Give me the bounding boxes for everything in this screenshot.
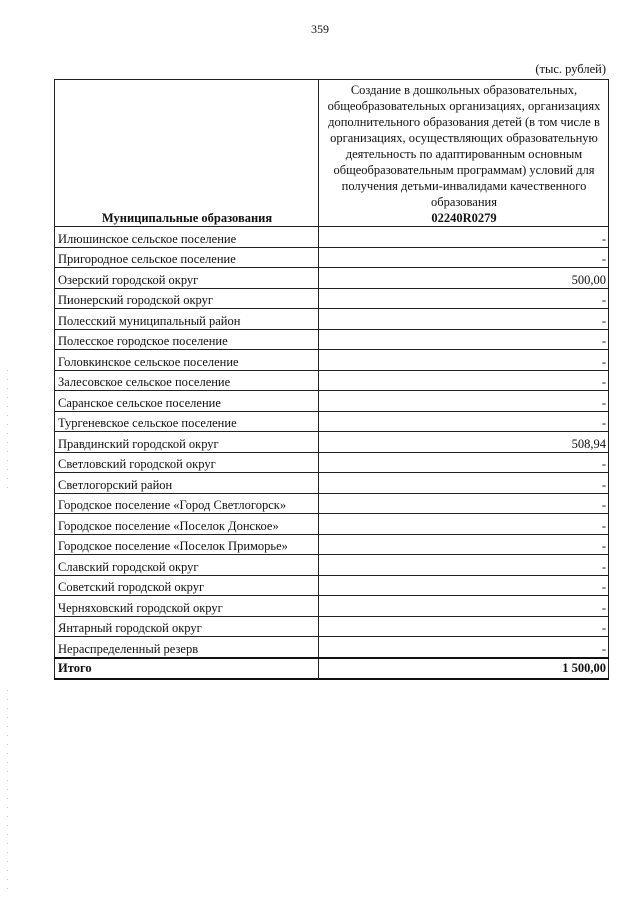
scan-margin-marks [7, 370, 8, 490]
municipality-name: Полесский муниципальный район [55, 309, 319, 330]
municipality-name: Правдинский городской округ [55, 432, 319, 453]
table-body [55, 227, 609, 658]
table-row [55, 514, 609, 535]
allocation-value: - [319, 534, 609, 555]
column-header-municipalities: Муниципальные образования [55, 80, 319, 227]
municipality-name: Городское поселение «Поселок Донское» [55, 514, 319, 535]
units-label: (тыс. рублей) [535, 62, 606, 76]
allocation-value: - [319, 309, 609, 330]
table-row [55, 391, 609, 412]
municipality-name: Светловский городской округ [55, 452, 319, 473]
table-row [55, 596, 609, 617]
table-row [55, 575, 609, 596]
total-label: Итого [55, 658, 319, 679]
column-header-allocation [319, 80, 609, 227]
municipality-name: Пионерский городской округ [55, 288, 319, 309]
table-row [55, 268, 609, 289]
table-row [55, 247, 609, 268]
allocation-value: - [319, 288, 609, 309]
allocation-table [54, 79, 609, 680]
column-header-allocation-text: Создание в дошкольных образовательных, общеобразовательных организациях, организациях дополнительного образования детей (в том числе в организациях, осуществляющих образовательную деятельность по адаптированным основным общеобразовательным программам) условий для получения детьми-инвалидами качественного образования [327, 83, 601, 209]
table-row [55, 616, 609, 637]
municipality-name: Пригородное сельское поселение [55, 247, 319, 268]
table-row [55, 493, 609, 514]
table-header-row [55, 80, 609, 227]
total-value: 1 500,00 [319, 658, 609, 679]
allocation-value: 500,00 [319, 268, 609, 289]
allocation-value: - [319, 391, 609, 412]
municipality-name: Залесовское сельское поселение [55, 370, 319, 391]
table-row [55, 350, 609, 371]
column-header-budget-code: 02240R0279 [431, 211, 497, 225]
table-row [55, 473, 609, 494]
allocation-value: - [319, 350, 609, 371]
table-row [55, 309, 609, 330]
allocation-value: - [319, 329, 609, 350]
municipality-name: Саранское сельское поселение [55, 391, 319, 412]
municipality-name: Нераспределенный резерв [55, 637, 319, 658]
municipality-name: Светлогорский район [55, 473, 319, 494]
table-row [55, 411, 609, 432]
municipality-name: Тургеневское сельское поселение [55, 411, 319, 432]
table-row [55, 329, 609, 350]
table-row [55, 452, 609, 473]
municipality-name: Городское поселение «Поселок Приморье» [55, 534, 319, 555]
table-row [55, 534, 609, 555]
allocation-value: - [319, 555, 609, 576]
table-row [55, 227, 609, 248]
allocation-value: - [319, 637, 609, 658]
municipality-name: Илюшинское сельское поселение [55, 227, 319, 248]
allocation-value: - [319, 411, 609, 432]
allocation-value: - [319, 616, 609, 637]
allocation-value: - [319, 452, 609, 473]
allocation-value: - [319, 247, 609, 268]
table-row [55, 432, 609, 453]
allocation-value: - [319, 473, 609, 494]
allocation-value: - [319, 575, 609, 596]
municipality-name: Озерский городской округ [55, 268, 319, 289]
municipality-name: Советский городской округ [55, 575, 319, 596]
municipality-name: Городское поселение «Город Светлогорск» [55, 493, 319, 514]
table-row [55, 288, 609, 309]
municipality-name: Славский городской округ [55, 555, 319, 576]
table-row [55, 370, 609, 391]
allocation-value: - [319, 493, 609, 514]
table-total-row [55, 658, 609, 679]
allocation-value: - [319, 596, 609, 617]
table-row [55, 555, 609, 576]
allocation-value: - [319, 370, 609, 391]
municipality-name: Полесское городское поселение [55, 329, 319, 350]
allocation-value: 508,94 [319, 432, 609, 453]
allocation-value: - [319, 514, 609, 535]
allocation-value: - [319, 227, 609, 248]
page-number: 359 [311, 22, 329, 36]
municipality-name: Головкинское сельское поселение [55, 350, 319, 371]
municipality-name: Янтарный городской округ [55, 616, 319, 637]
table-row [55, 637, 609, 658]
municipality-name: Черняховский городской округ [55, 596, 319, 617]
scan-margin-marks-lower [7, 690, 8, 890]
